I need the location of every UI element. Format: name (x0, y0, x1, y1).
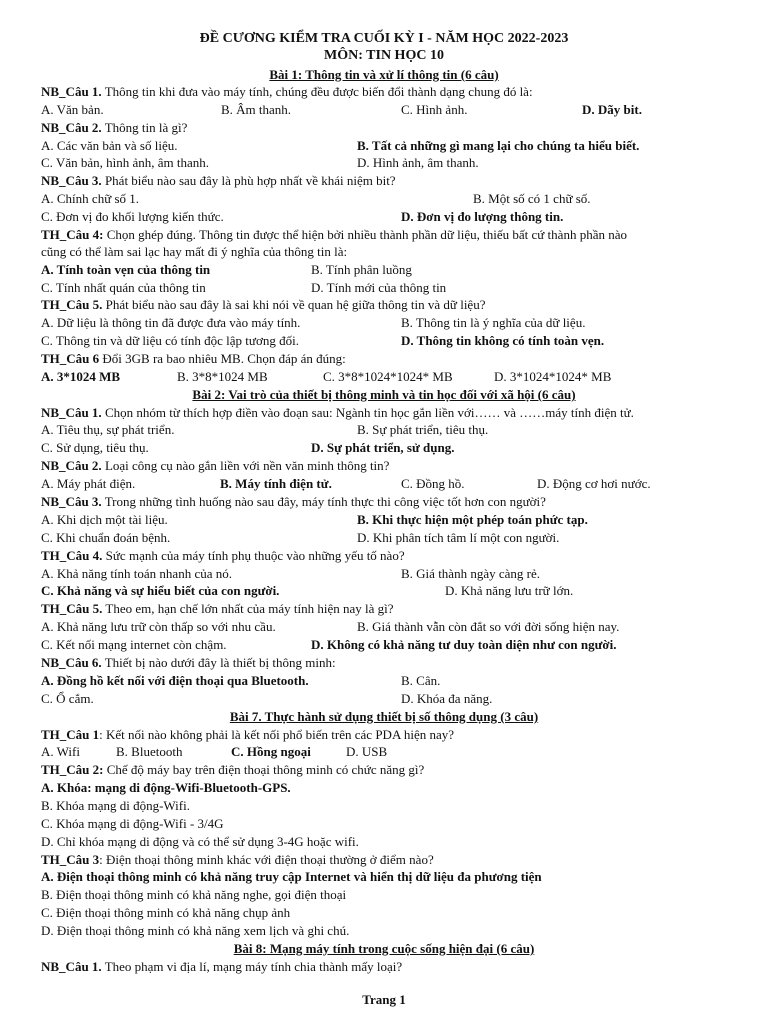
question-tag: NB_Câu 2. (41, 458, 102, 473)
section-heading: Bài 2: Vai trò của thiết bị thông minh và tin học đối với xã hội (6 câu) (192, 387, 576, 402)
answer-c: C. Khi chuẩn đoán bệnh. (41, 530, 171, 545)
answer-a: A. Khi dịch một tài liệu. (41, 512, 168, 527)
answer-b: B. Tính phân luồng (311, 262, 412, 277)
answer-b: B. Sự phát triển, tiêu thụ. (357, 422, 489, 437)
answer-d: D. 3*1024*1024* MB (494, 369, 612, 384)
answer-c: C. Khả năng và sự hiểu biết của con người. (41, 583, 280, 598)
answer-c: C. Hình ảnh. (401, 102, 468, 117)
answer-b: B. Âm thanh. (221, 102, 292, 117)
question-tag: TH_Câu 1 (41, 727, 100, 742)
question-tag: TH_Câu 4. (41, 548, 103, 563)
section-heading: Bài 7. Thực hành sử dụng thiết bị số thông dụng (3 câu) (229, 709, 539, 724)
answer-d: D. Khóa đa năng. (401, 691, 493, 706)
answer-a: A. Khả năng lưu trữ còn thấp so với nhu cầu. (41, 619, 276, 634)
answer-a: A. Điện thoại thông minh có khả năng truy cập Internet và hiển thị dữ liệu đa phương tiện (41, 869, 542, 884)
question (0, 83, 768, 101)
section-heading: Bài 8: Mạng máy tính trong cuộc sống hiện đại (6 câu) (233, 941, 535, 956)
question-tag: NB_Câu 2. (41, 120, 102, 135)
answer-c: C. Đơn vị đo khối lượng kiến thức. (41, 209, 224, 224)
question-text: Trong những tình huống nào sau đây, máy tính thực thi công việc tốt hơn con người? (104, 494, 546, 509)
question-tag: TH_Câu 6 (41, 351, 100, 366)
answer-b: B. Bluetooth (116, 744, 183, 759)
answer-b: B. Thông tin là ý nghĩa của dữ liệu. (401, 315, 586, 330)
answer-b: B. Giá thành vẫn còn đắt so với đời sống hiện nay. (357, 619, 620, 634)
answer-a: A. Tiêu thụ, sự phát triển. (41, 422, 175, 437)
question-tag: TH_Câu 3 (41, 852, 100, 867)
answer-b: B. Điện thoại thông minh có khả năng nghe, gọi điện thoại (41, 887, 347, 902)
answer-a: A. Wifi (41, 744, 80, 759)
answer-c: C. Sử dụng, tiêu thụ. (41, 440, 149, 455)
answer-b: B. Giá thành ngày càng rẻ. (401, 566, 540, 581)
answer-c: C. 3*8*1024*1024* MB (323, 369, 453, 384)
question-tag: NB_Câu 1. (41, 84, 102, 99)
answer-b: B. 3*8*1024 MB (177, 369, 268, 384)
answer-d: D. Điện thoại thông minh có khả năng xem lịch và ghi chú. (41, 923, 350, 938)
question-text: : Điện thoại thông minh khác với điện thoại thường ở điểm nào? (99, 852, 434, 867)
answer-a: A. Tính toàn vẹn của thông tin (41, 262, 211, 277)
answer-d: D. Sự phát triển, sử dụng. (311, 440, 455, 455)
answer-c: C. Tính nhất quán của thông tin (41, 280, 206, 295)
question-text: Thiết bị nào dưới đây là thiết bị thông minh: (104, 655, 336, 670)
answer-a: A. Khả năng tính toán nhanh của nó. (41, 566, 232, 581)
answer-a: A. Dữ liệu là thông tin đã được đưa vào máy tính. (41, 315, 301, 330)
answer-d: D. Động cơ hơi nước. (537, 476, 651, 491)
answer-a: A. Máy phát điện. (41, 476, 136, 491)
subject-line: MÔN: TIN HỌC 10 (324, 48, 444, 63)
answer-d: D. Khi phân tích tâm lí một con người. (357, 530, 560, 545)
answer-d: D. Khả năng lưu trữ lớn. (445, 583, 574, 598)
answer-c: C. Khóa mạng di động-Wifi - 3/4G (41, 816, 224, 831)
question-text: Chế độ máy bay trên điện thoại thông minh có chức năng gì? (106, 762, 425, 777)
question-tag: NB_Câu 3. (41, 494, 102, 509)
answer-c: C. Hồng ngoại (231, 744, 311, 759)
answer-b: B. Khóa mạng di động-Wifi. (41, 798, 190, 813)
answer-d: D. Đơn vị đo lượng thông tin. (401, 209, 564, 224)
question-text: Đổi 3GB ra bao nhiêu MB. Chọn đáp án đúng: (102, 351, 346, 366)
document-title: ĐỀ CƯƠNG KIỂM TRA CUỐI KỲ I - NĂM HỌC 2022-2023 (199, 31, 569, 46)
question-text: Theo phạm vi địa lí, mạng máy tính chia thành mấy loại? (104, 959, 403, 974)
question-tag: NB_Câu 6. (41, 655, 102, 670)
question-text: Chọn ghép đúng. Thông tin được thể hiện bởi nhiều thành phần dữ liệu, thiếu bất cứ thành phần nào (106, 227, 627, 242)
question-text: Thông tin là gì? (104, 120, 188, 135)
question-text: : Kết nối nào không phải là kết nối phổ biến trên các PDA hiện nay? (99, 727, 455, 742)
question-text-cont: cũng có thể làm sai lạc hay mất đi ý nghĩa của thông tin là: (41, 244, 348, 259)
answer-b: B. Máy tính điện tử. (220, 476, 332, 491)
question-tag: TH_Câu 2: (41, 762, 104, 777)
answer-a: A. Đồng hồ kết nối với điện thoại qua Bluetooth. (41, 673, 309, 688)
question-tag: NB_Câu 1. (41, 959, 102, 974)
answer-c: C. Văn bản, hình ảnh, âm thanh. (41, 155, 210, 170)
answer-b: B. Cân. (401, 673, 441, 688)
question-text: Loại công cụ nào gắn liền với nền văn minh thông tin? (104, 458, 390, 473)
answer-c: C. Kết nối mạng internet còn chậm. (41, 637, 227, 652)
answer-d: D. Không có khả năng tư duy toàn diện như con người. (311, 637, 617, 652)
answer-d: D. Thông tin không có tính toàn vẹn. (401, 333, 605, 348)
answer-d: D. Tính mới của thông tin (311, 280, 447, 295)
question-text: Thông tin khi đưa vào máy tính, chúng đều được biến đổi thành dạng chung đó là: (104, 84, 533, 99)
question-tag: NB_Câu 3. (41, 173, 102, 188)
answer-b: B. Một số có 1 chữ số. (473, 191, 591, 206)
answer-b: B. Khi thực hiện một phép toán phức tạp. (357, 512, 588, 527)
answer-d: D. Dãy bit. (582, 102, 642, 117)
question-tag: TH_Câu 5. (41, 297, 103, 312)
answer-a: A. Chính chữ số 1. (41, 191, 140, 206)
question-text: Sức mạnh của máy tính phụ thuộc vào những yếu tố nào? (105, 548, 405, 563)
answer-c: C. Ổ cắm. (41, 691, 94, 706)
answer-a: A. Văn bản. (41, 102, 104, 117)
page-number: Trang 1 (362, 992, 406, 1007)
question-text: Chọn nhóm từ thích hợp điền vào đoạn sau: Ngành tin học gắn liền với…… và ……máy tính điện tử. (104, 405, 634, 420)
question-tag: TH_Câu 4: (41, 227, 104, 242)
answer-a: A. Khóa: mạng di động-Wifi-Bluetooth-GPS. (41, 780, 291, 795)
question-tag: TH_Câu 5. (41, 601, 103, 616)
answer-b: B. Tất cả những gì mang lại cho chúng ta hiểu biết. (357, 138, 640, 153)
question-text: Phát biểu nào sau đây là sai khi nói về quan hệ giữa thông tin và dữ liệu? (105, 297, 486, 312)
answer-c: C. Thông tin và dữ liệu có tính độc lập tương đối. (41, 333, 299, 348)
question-text: Phát biểu nào sau đây là phù hợp nhất về khái niệm bit? (104, 173, 396, 188)
answer-a: A. Các văn bản và số liệu. (41, 138, 178, 153)
answer-a: A. 3*1024 MB (41, 369, 121, 384)
answer-c: C. Đồng hồ. (401, 476, 465, 491)
question-tag: NB_Câu 1. (41, 405, 102, 420)
answer-d: D. Chỉ khóa mạng di động và có thể sử dụng 3-4G hoặc wifi. (41, 834, 359, 849)
answer-d: D. USB (346, 744, 388, 759)
question-text: Theo em, hạn chế lớn nhất của máy tính hiện nay là gì? (105, 601, 394, 616)
answer-d: D. Hình ảnh, âm thanh. (357, 155, 479, 170)
answer-c: C. Điện thoại thông minh có khả năng chụp ảnh (41, 905, 291, 920)
section-heading: Bài 1: Thông tin và xử lí thông tin (6 câu) (269, 67, 499, 82)
